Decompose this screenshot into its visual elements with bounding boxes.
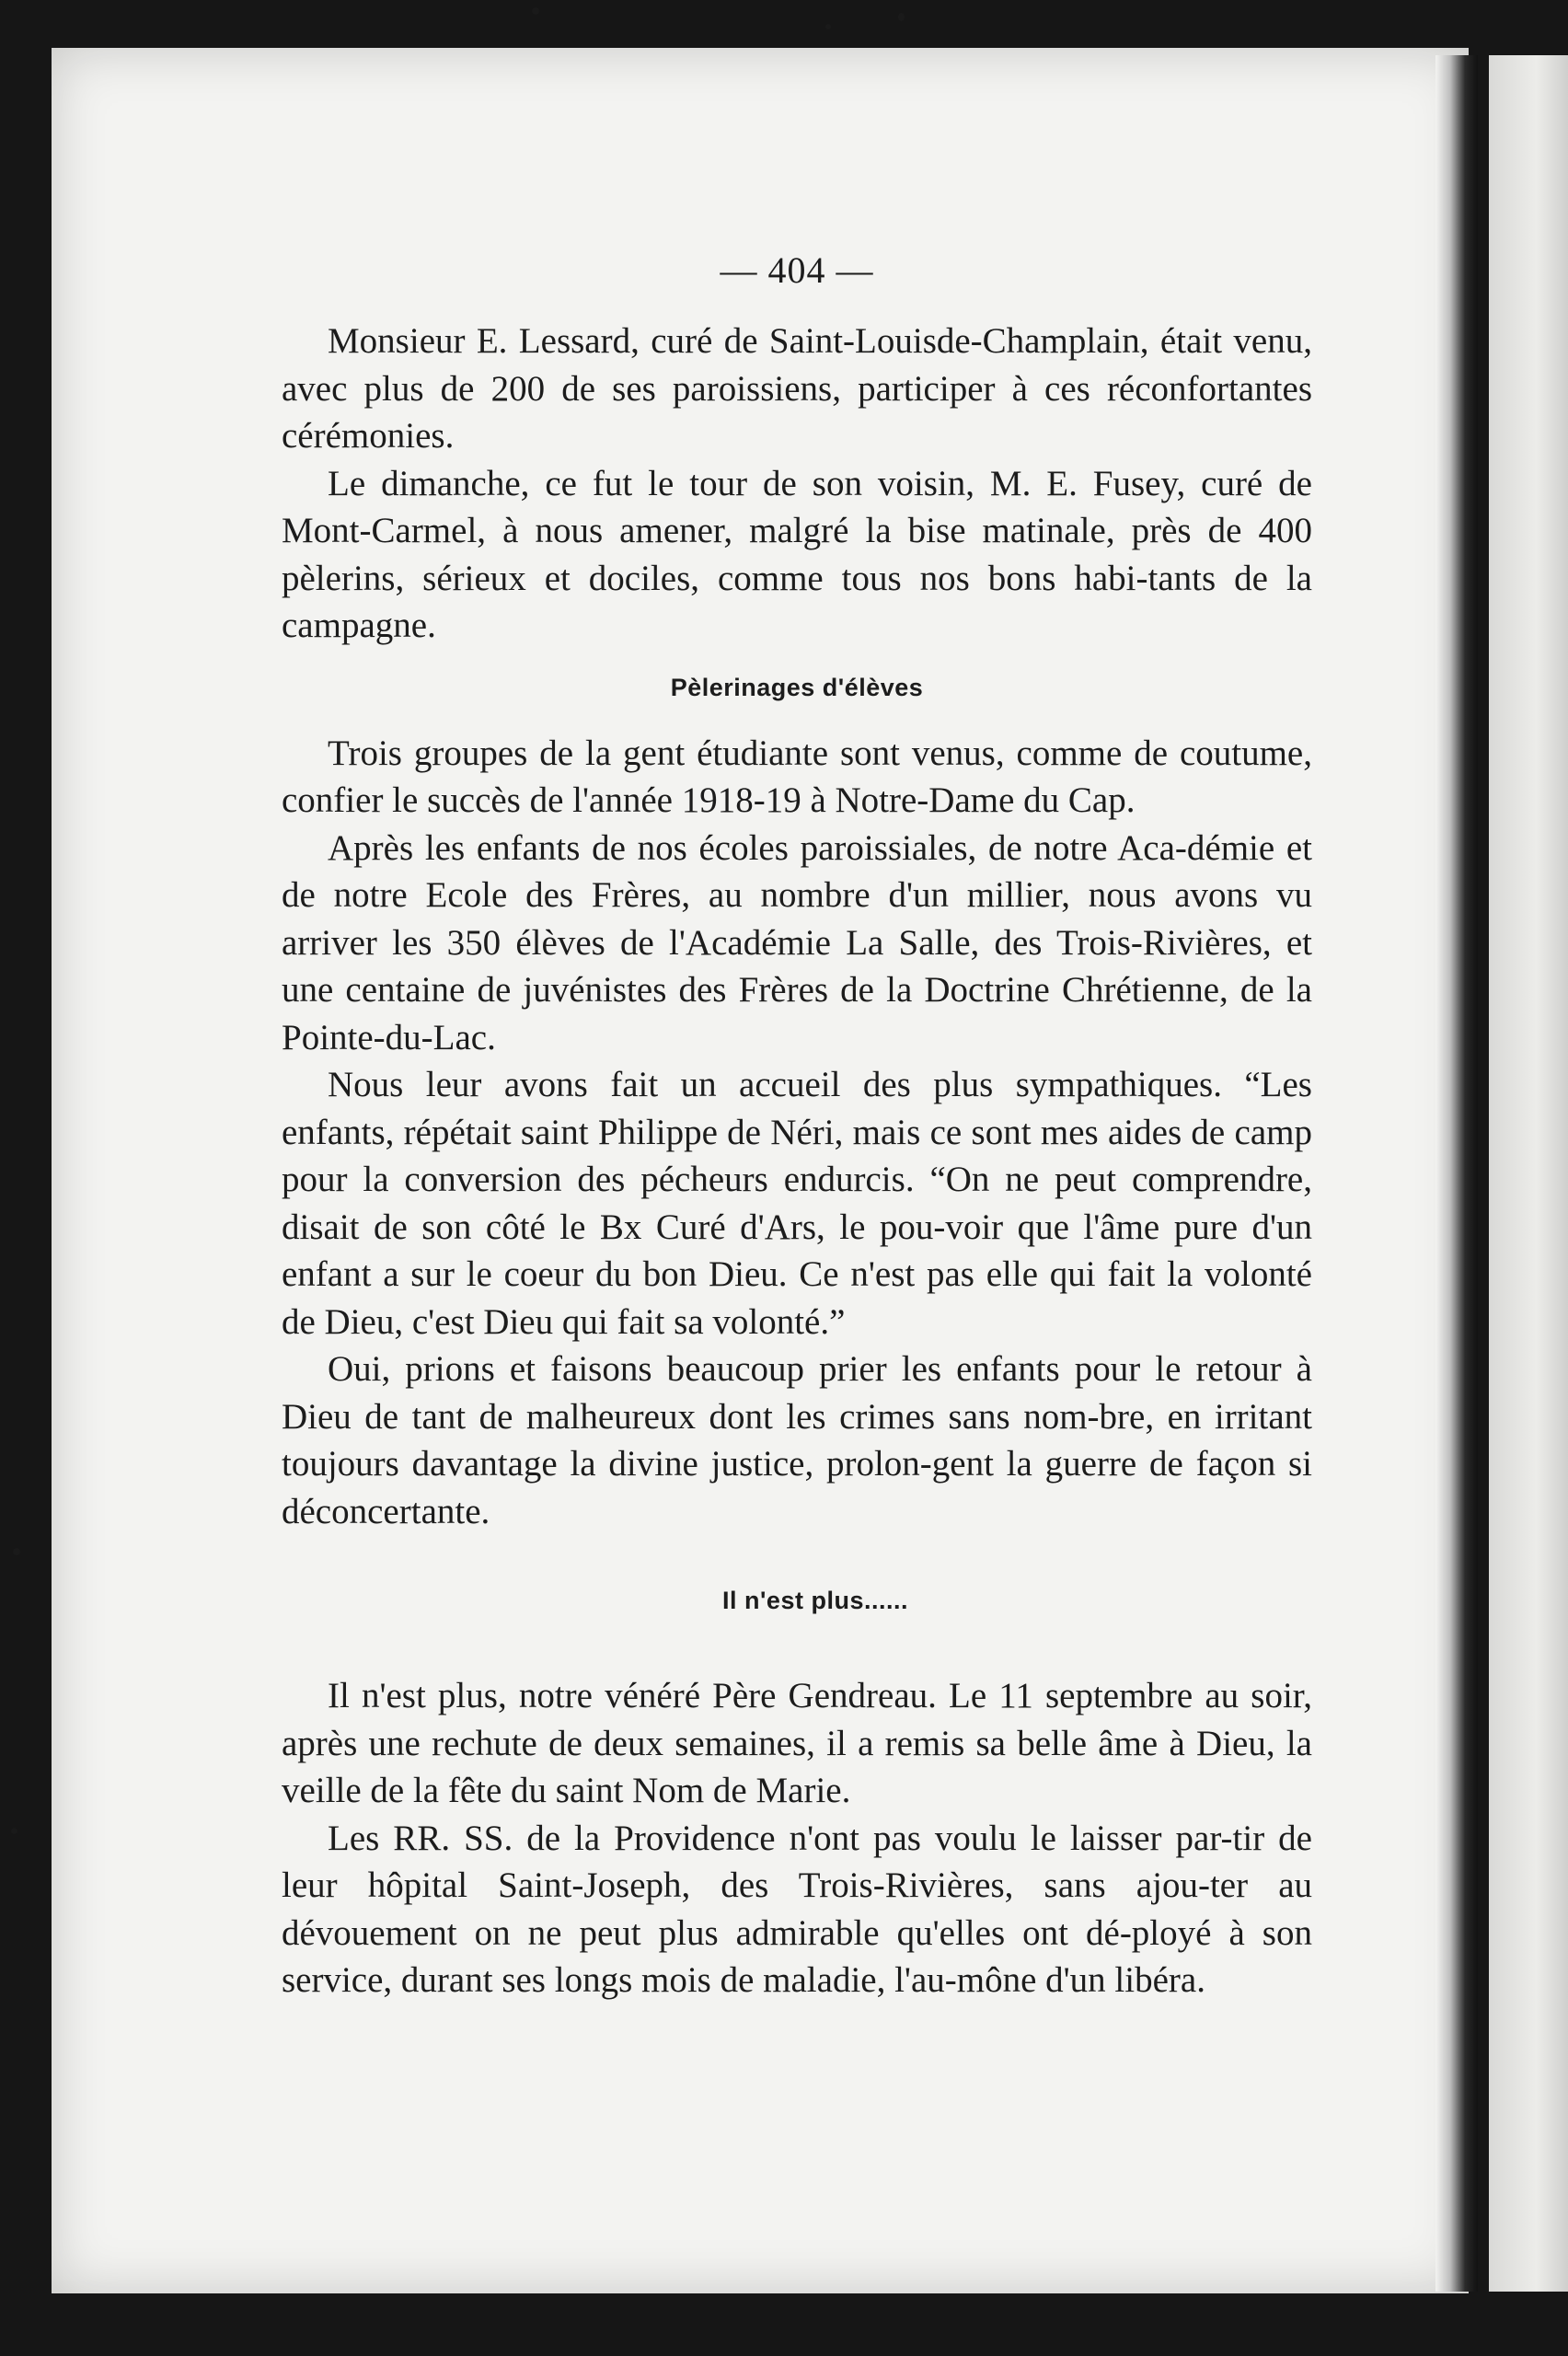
section-heading: Pèlerinages d'élèves xyxy=(670,673,924,701)
dust-speck xyxy=(532,7,539,15)
paragraph: Il n'est plus, notre vénéré Père Gendreau. Le 11 septembre au soir, après une rechute de deux semaines, il a remis sa belle âme à Dieu, la veille de la fête du saint Nom de Marie. xyxy=(282,1676,1312,1810)
paragraph: Les RR. SS. de la Providence n'ont pas voulu le laisser par-tir de leur hôpital Saint-Joseph, des Trois-Rivières, sans ajou-ter au dévouement on ne peut plus admirable qu'elles ont dé-ployé à son service, durant ses longs mois de maladie, l'au-mône d'un libéra. xyxy=(282,1818,1312,2000)
facing-page-edge xyxy=(1489,55,1568,2292)
dust-speck xyxy=(825,24,831,29)
section-heading: Il n'est plus...... xyxy=(722,1587,908,1614)
paragraph: Trois groupes de la gent étudiante sont venus, comme de coutume, confier le succès de l'année 1918-19 à Notre-Dame du Cap. xyxy=(282,733,1312,820)
dust-speck xyxy=(13,1548,20,1555)
dust-speck xyxy=(898,13,905,21)
paragraph: Le dimanche, ce fut le tour de son voisin, M. E. Fusey, curé de Mont-Carmel, à nous amener, malgré la bise matinale, près de 400 pèlerins, sérieux et dociles, comme tous nos bons habi-tants de la campagne. xyxy=(282,463,1312,645)
paragraph: Oui, prions et faisons beaucoup prier les enfants pour le retour à Dieu de tant de malheureux dont les crimes sans nom-bre, en irritant toujours davantage la divine justice, prolon-gent la guerre de façon si déconcertante. xyxy=(282,1349,1312,1531)
paragraph: Nous leur avons fait un accueil des plus sympathiques. “Les enfants, répétait saint Philippe de Néri, mais ce sont mes aides de camp pour la conversion des pécheurs endurcis. “On ne peut comprendre, disait de son côté le Bx Curé d'Ars, le pou-voir que l'âme pure d'un enfant a sur le coeur du bon Dieu. Ce n'est pas elle qui fait la volonté de Dieu, c'est Dieu qui fait sa volonté.” xyxy=(282,1065,1312,1342)
paragraph: Monsieur E. Lessard, curé de Saint-Louisde-Champlain, était venu, avec plus de 200 de ses paroissiens, participer à ces réconfortantes cérémonies. xyxy=(282,321,1312,456)
dust-speck xyxy=(11,1828,17,1834)
paragraph: Après les enfants de nos écoles paroissiales, de notre Aca-démie et de notre Ecole des Frères, au nombre d'un millier, nous avons vu arriver les 350 élèves de l'Académie La Salle, des Trois-Rivières, et une centaine de juvénistes des Frères de la Doctrine Chrétienne, de la Pointe-du-Lac. xyxy=(282,827,1312,1057)
book-gutter xyxy=(1435,55,1478,2292)
page-number: — 404 — xyxy=(720,249,874,291)
page-text xyxy=(282,248,1312,2004)
